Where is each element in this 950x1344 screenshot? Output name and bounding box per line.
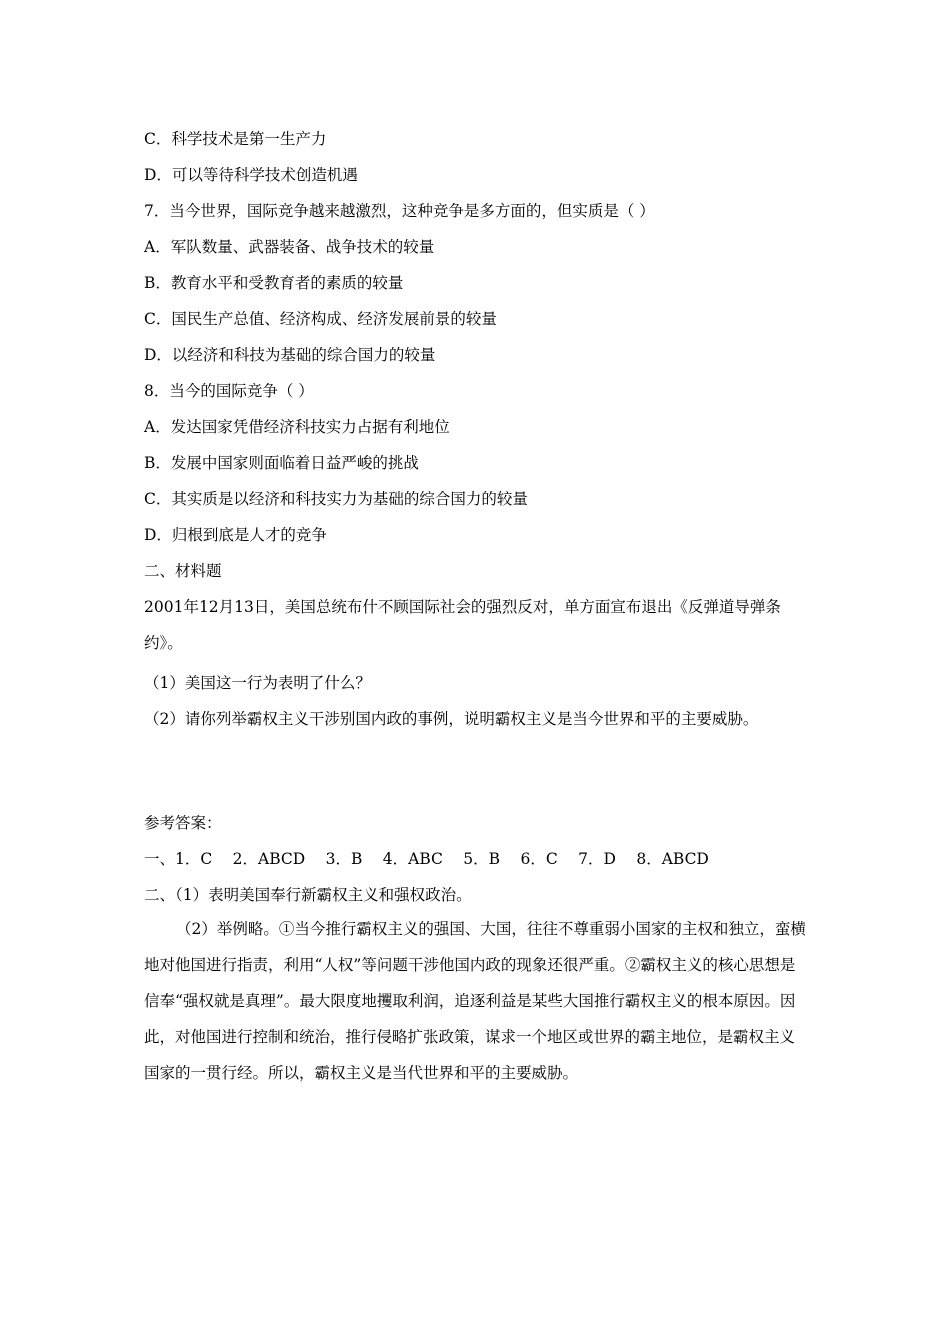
answers-part2-1: 二、（1）表明美国奉行新霸权主义和强权政治。 — [144, 886, 472, 904]
q8-option-a: A．发达国家凭借经济科技实力占据有利地位 — [144, 418, 450, 436]
material-sub-question-2: （2）请你列举霸权主义干涉别国内政的事例，说明霸权主义是当今世界和平的主要威胁。 — [144, 710, 759, 728]
q8-stem: 8．当今的国际竞争（ ） — [144, 382, 314, 400]
material-heading: 二、材料题 — [144, 562, 222, 580]
q7-stem: 7．当今世界，国际竞争越来越激烈，这种竞争是多方面的，但实质是（ ） — [144, 202, 655, 220]
q6-option-c: C．科学技术是第一生产力 — [144, 130, 327, 148]
answers-part1: 一、1．C 2．ABCD 3．B 4．ABC 5．B 6．C 7．D 8．ABCD — [144, 850, 709, 868]
q7-option-d: D．以经济和科技为基础的综合国力的较量 — [144, 346, 436, 364]
material-sub-question-1: （1）美国这一行为表明了什么？ — [144, 674, 371, 692]
material-passage: 2001年12月13日，美国总统布什不顾国际社会的强烈反对，单方面宣布退出《反弹道导弹条约》。 — [144, 598, 781, 652]
q7-option-a: A．军队数量、武器装备、战争技术的较量 — [144, 238, 435, 256]
q6-option-d: D．可以等待科学技术创造机遇 — [144, 166, 358, 184]
q8-option-b: B．发展中国家则面临着日益严峻的挑战 — [144, 454, 419, 472]
q7-option-b: B．教育水平和受教育者的素质的较量 — [144, 274, 404, 292]
answers-heading: 参考答案： — [144, 814, 222, 832]
q7-option-c: C．国民生产总值、经济构成、经济发展前景的较量 — [144, 310, 497, 328]
q8-option-c: C．其实质是以经济和科技实力为基础的综合国力的较量 — [144, 490, 528, 508]
answers-part2-2: （2）举例略。①当今推行霸权主义的强国、大国，往往不尊重弱小国家的主权和独立，蛮横地对他国进行指责，利用“人权”等问题干涉他国内政的现象还很严重。②霸权主义的核心思想是信奉“强权就是真理”。最大限度地攫取利润，追逐利益是某些大国推行霸权主义的根本原因。因此，对他国进行控制和统治，推行侵略扩张政策，谋求一个地区或世界的霸主地位，是霸权主义国家的一贯行经。所以，霸权主义是当代世界和平的主要威胁。 — [144, 920, 806, 1082]
q8-option-d: D．归根到底是人才的竞争 — [144, 526, 327, 544]
